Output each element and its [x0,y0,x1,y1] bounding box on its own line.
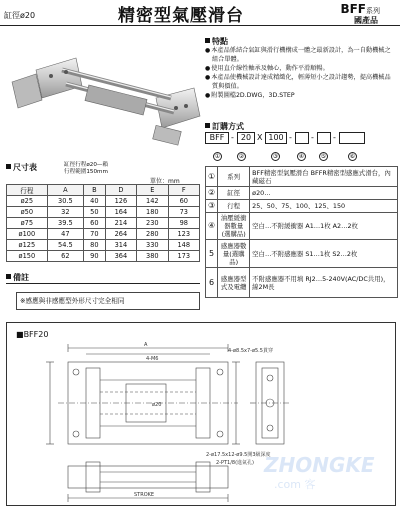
watermark-text: ZHONGKE [264,453,375,477]
code-stroke-box: 100 [265,132,287,144]
remark-title [6,272,29,283]
feature-item: ● 本產品係結合氣缸與滑行機構成一體之最新設計，為一自動機械之組合單體。 [205,46,395,64]
order-row [206,268,398,298]
order-row [206,167,398,187]
dims-cell: ø25 [7,196,48,207]
marker-6: ⑥ [349,153,356,160]
dims-header: A [47,185,83,196]
dims-header: D [105,185,136,196]
dims-cell: ø50 [7,207,48,218]
dims-header: B [84,185,106,196]
table-row [7,207,200,218]
drawing-svg [6,322,396,506]
drawing-dim-c: ø20 [152,402,162,408]
code-dash: - [311,133,314,142]
order-num: ② [206,187,218,200]
dims-cell: 60 [168,196,199,207]
dims-cell: 380 [137,251,168,262]
order-row [206,200,398,213]
order-table [205,166,398,298]
table-row [7,229,200,240]
code-sensor-box [317,132,331,144]
code-bore-box: 20 [237,132,255,144]
code-dash: - [231,133,234,142]
remark-title-text: 備註 [13,273,29,282]
series-code: BFF [340,2,366,16]
dims-note [64,162,108,176]
dims-cell: 364 [105,251,136,262]
remark-box: ※感應與非感應型外形尺寸完全相同 [16,292,200,310]
order-label: 感應器型式及電纜 [218,268,250,298]
order-label: 感應器數量(選購品) [218,240,250,268]
order-value: 25、50、75、100、125、150 [250,200,398,213]
dims-cell: 214 [105,218,136,229]
order-value: 不附感應器不用填 RJ2…5-240V(AC/DC共用)，線2M長 [250,268,398,298]
table-row [7,251,200,262]
dims-cell: ø125 [7,240,48,251]
code-cable-box [339,132,365,144]
dims-cell: ø100 [7,229,48,240]
drawing-label: ■BFF20 [16,330,49,339]
dims-cell: 280 [137,229,168,240]
origin-label: 國產品 [354,16,378,25]
dims-note-line: 缸徑行程ø20—賴 [64,162,109,168]
series-label [340,2,380,16]
watermark-subtext: .com 客 [274,478,316,491]
marker-5: ⑤ [320,153,327,160]
features-list [205,46,395,100]
order-label: 行程 [218,200,250,213]
dims-unit: 單位：mm [150,178,180,185]
order-label: 缸徑 [218,187,250,200]
section-square-icon [205,38,210,43]
order-num: ③ [206,200,218,213]
marker-3: ③ [272,153,279,160]
dims-cell: 50 [84,207,106,218]
dims-cell: 314 [105,240,136,251]
drawing-dim-stroke: STROKE [134,492,155,498]
order-value: 空白…不附感應器 S1…1枚 S2…2枚 [250,240,398,268]
dims-header: 行程 [7,185,48,196]
dims-cell: 90 [84,251,106,262]
code-series-box: BFF [205,132,229,144]
dims-cell: 30.5 [47,196,83,207]
drawing-note-low: 2-PT1/8(進氣孔) [216,460,255,466]
dims-cell: 80 [84,240,106,251]
dims-cell: 98 [168,218,199,229]
code-dash: - [333,133,336,142]
feature-item: ● 附製圖檔2D.DWG，3D.STEP [205,91,395,100]
order-value: BFF精密型氣壓滑台 BFFR精密型感應式滑台，內藏磁石 [250,167,398,187]
table-row [7,218,200,229]
drawing-label-text: BFF20 [23,330,49,339]
dims-cell: 230 [137,218,168,229]
watermark-logo [263,453,375,491]
code-dash: - [289,133,292,142]
order-title-text: 訂購方式 [212,122,244,131]
dims-title-text: 尺寸表 [13,163,37,172]
order-label: 油壓緩衝器數量(選購品) [218,213,250,240]
order-num: ① [206,167,218,187]
order-label: 系列 [218,167,250,187]
drawing-lines [46,344,290,502]
order-title [205,121,244,132]
dims-cell: 180 [137,207,168,218]
marker-2: ② [238,153,245,160]
order-value: ø20… [250,187,398,200]
dims-cell: 54.5 [47,240,83,251]
page-title: 精密型氣壓滑台 [118,6,244,26]
section-square-icon [205,123,210,128]
dims-cell: 60 [84,218,106,229]
order-row [206,187,398,200]
order-num: 6 [206,268,218,298]
order-num: 5 [206,240,218,268]
drawing-dim-b: 4-M6 [146,356,159,362]
dims-cell: 126 [105,196,136,207]
dims-cell: ø75 [7,218,48,229]
feature-item: ● 本產品使機械設計達成精緻化，輕薄短小之設計趨勢，提高機械品質與價值。 [205,73,395,91]
dims-cell: 264 [105,229,136,240]
dims-cell: 148 [168,240,199,251]
dims-cell: 70 [84,229,106,240]
series-suffix: 系列 [366,7,380,15]
remark-divider [6,283,200,284]
drawing-note-mid: 2-ø17.5x12-ø9.5開3級深度 [206,452,271,458]
dims-title [6,162,37,173]
dims-cell: 32 [47,207,83,218]
dims-cell: 330 [137,240,168,251]
page-header [0,0,400,26]
section-square-icon [6,274,11,279]
drawing-annotations [134,342,273,498]
dims-header-row [7,185,200,196]
dims-note-line: 行程範圍150mm [64,169,108,175]
order-row [206,240,398,268]
order-num: ④ [206,213,218,240]
dims-cell: 39.5 [47,218,83,229]
drawing-note-top: 4-ø8.5x7-ø5.5貫穿 [228,348,273,354]
dims-cell: 40 [84,196,106,207]
code-bumper-box [295,132,309,144]
order-code-row [205,132,397,145]
product-photo [6,40,202,152]
section-square-icon [6,164,11,169]
dims-cell: 73 [168,207,199,218]
dims-header: F [168,185,199,196]
dims-cell: 173 [168,251,199,262]
dims-cell: 62 [47,251,83,262]
dims-cell: ø150 [7,251,48,262]
dims-cell: 47 [47,229,83,240]
feature-item: ● 使用直介線性軸承及軸心，動作平滑順暢。 [205,64,395,73]
code-x: X [257,133,263,142]
dims-cell: 142 [137,196,168,207]
marker-4: ④ [298,153,305,160]
dims-table [6,184,200,262]
bore-label: 缸徑ø20 [4,11,36,20]
marker-1: ① [214,153,221,160]
features-title-text: 特點 [212,37,228,46]
order-row [206,213,398,240]
drawing-dim-a: A [144,342,148,348]
dims-header: E [137,185,168,196]
dims-cell: 164 [105,207,136,218]
order-value: 空白…不附緩衝器 A1…1枚 A2…2枚 [250,213,398,240]
table-row [7,240,200,251]
table-row [7,196,200,207]
dims-cell: 123 [168,229,199,240]
